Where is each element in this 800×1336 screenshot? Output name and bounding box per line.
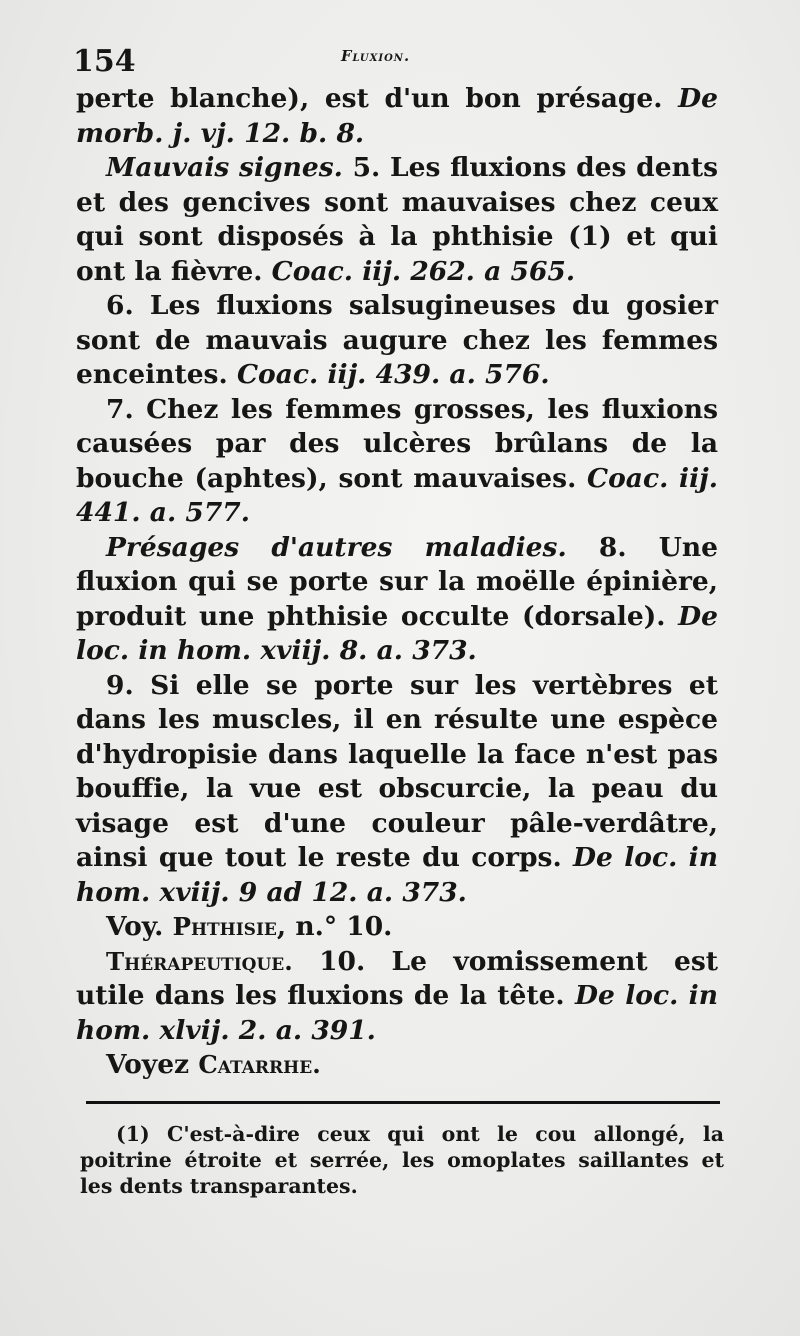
citation: Coac. iij. 439. a. 576. (236, 359, 550, 390)
citation: De loc. in hom. xlvij. 2. a. 391. (76, 980, 718, 1046)
footnote-text: (1) C'est-à-dire ceux qui ont le cou allongé, la poitrine étroite et serrée, les omoplates saillantes et les dents transparantes. (80, 1122, 724, 1198)
citation: De morb. j. vj. 12. b. 8. (76, 83, 718, 149)
cross-reference-phthisie (76, 910, 718, 945)
citation: Coac. iij. 441. a. 577. (76, 462, 718, 528)
paragraph-text: 8. Une fluxion qui se porte sur la moëlle épinière, produit une phthisie occulte (dorsale). (76, 531, 718, 632)
paragraph-9 (76, 669, 718, 911)
paragraph-text: 9. Si elle se porte sur les vertèbres et dans les muscles, il en résulte une espèce d'hydropisie dans laquelle la face n'est pas bouffie, la vue est obscurcie, la peau du visage est d'une couleur pâle-verdâtre, ainsi que tout le reste du corps. (76, 669, 718, 873)
footnote-rule (86, 1101, 720, 1104)
voy-label: Voy. (106, 911, 173, 942)
running-head: Fluxion. (341, 48, 411, 65)
cross-reference-catarrhe (76, 1048, 718, 1083)
voy-label: Voyez (106, 1049, 199, 1080)
paragraph-6 (76, 289, 718, 393)
paragraph-mauvais-signes (76, 151, 718, 289)
cross-ref-term: Phthisie (172, 912, 277, 941)
footnote (80, 1121, 724, 1199)
paragraph-text: 7. Chez les femmes grosses, les fluxions causées par des ulcères brûlans de la bouche (aphtes), sont mauvaises. (76, 393, 718, 494)
paragraph-text: 6. Les fluxions salsugineuses du gosier sont de mauvais augure chez les femmes enceintes. (76, 290, 718, 390)
page-number: 154 (73, 44, 136, 79)
page-header (73, 44, 733, 84)
citation: De loc. in hom. xviij. 8. a. 373. (76, 600, 718, 666)
section-heading: Thérapeutique. (106, 946, 293, 976)
cross-ref-term: Catarrhe. (198, 1050, 321, 1079)
body-text (76, 82, 718, 1083)
paragraph-text: 5. Les fluxions des dents et des gencives sont mauvaises chez ceux qui sont disposés à la phthisie (1) et qui ont la fièvre. (76, 152, 719, 287)
paragraph-7 (76, 393, 718, 531)
paragraph-continued (76, 82, 718, 151)
paragraph-therapeutique (76, 945, 718, 1049)
section-heading: Mauvais signes. (106, 152, 343, 183)
paragraph-presages (76, 531, 718, 669)
paragraph-text: perte blanche), est d'un bon présage. (76, 83, 679, 114)
section-heading: Présages d'autres maladies. (106, 531, 567, 563)
paragraph-text: 10. Le vomissement est utile dans les fluxions de la tête. (76, 945, 718, 1011)
citation: Coac. iij. 262. a 565. (271, 255, 576, 287)
cross-ref-number: , n.° 10. (276, 911, 393, 942)
citation: De loc. in hom. xviij. 9 ad 12. a. 373. (76, 842, 718, 908)
